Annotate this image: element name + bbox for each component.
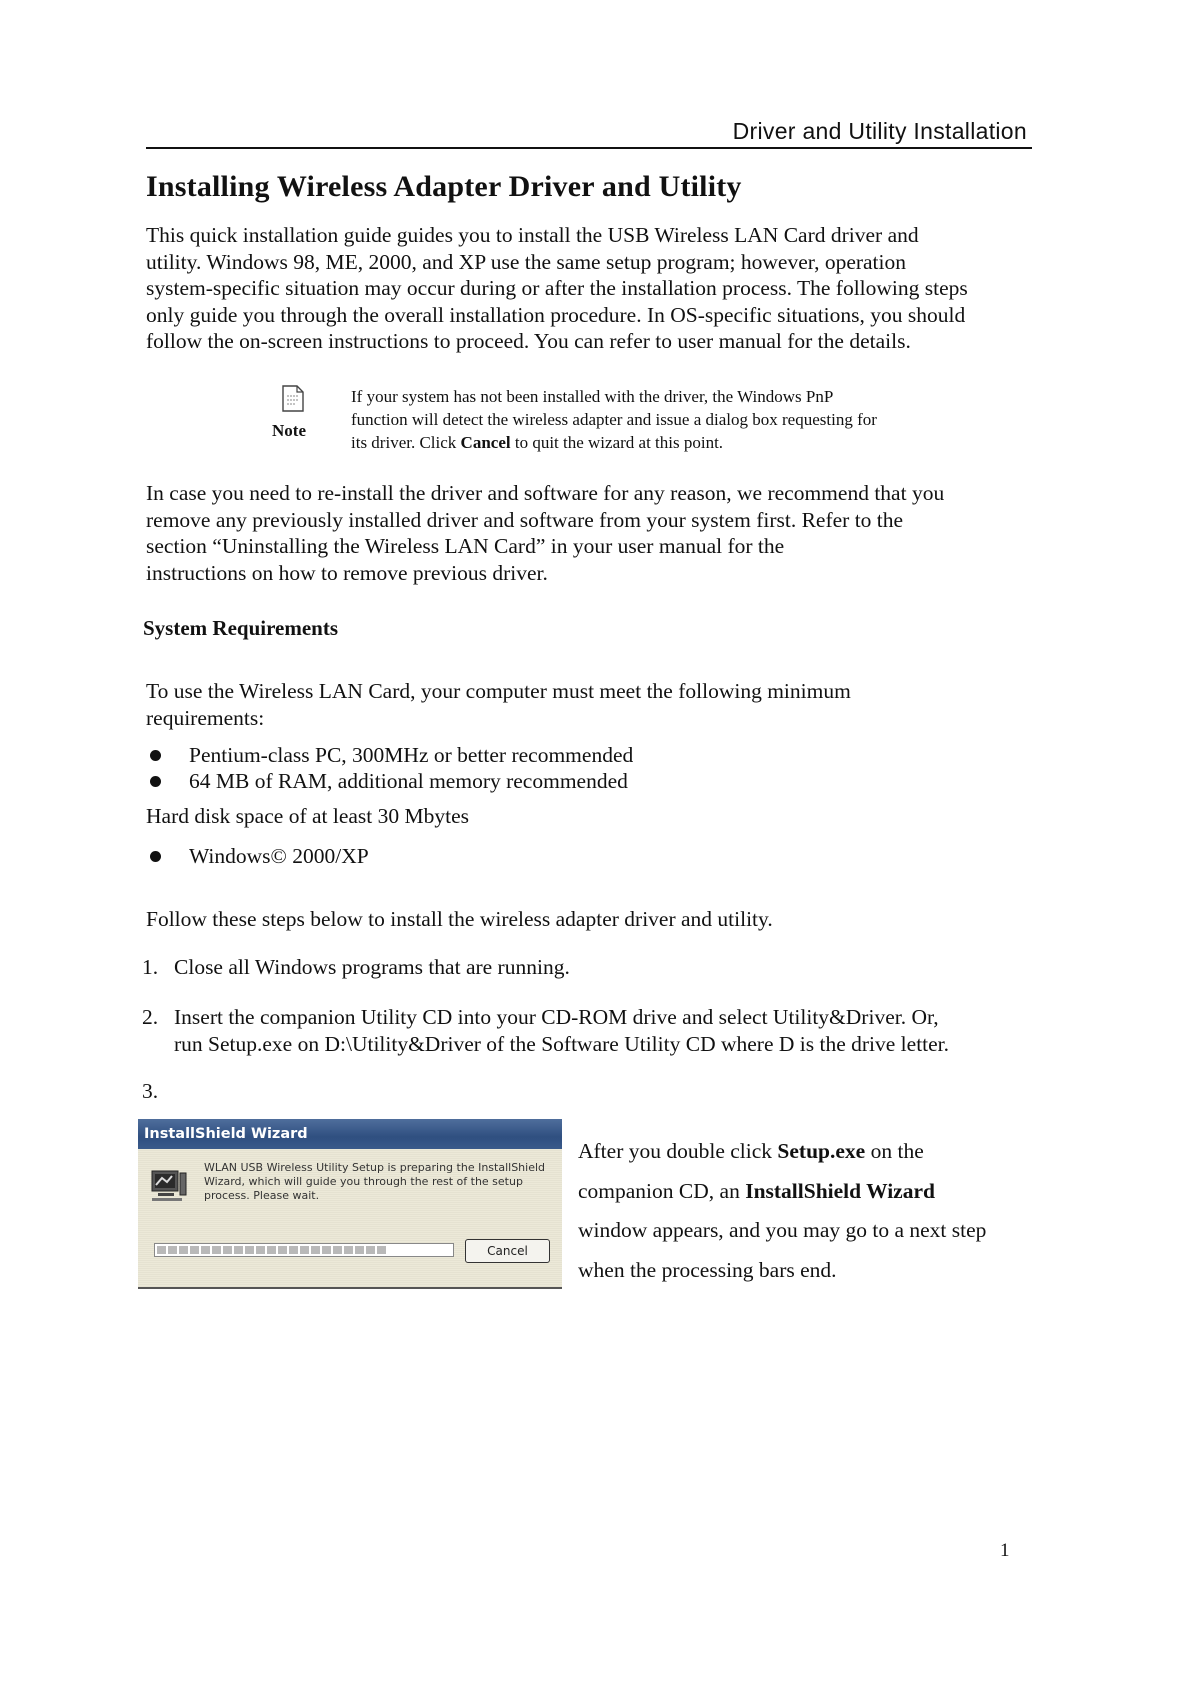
progress-segment [212, 1246, 221, 1254]
step3-text: on the [865, 1139, 924, 1163]
wizard-message [204, 1161, 554, 1203]
progress-segment [333, 1246, 342, 1254]
intro-line: follow the on-screen instructions to proceed. You can refer to user manual for the details. [146, 329, 911, 353]
step-1 [142, 954, 1042, 981]
note-cancel-bold: Cancel [460, 433, 511, 452]
progress-segment [234, 1246, 243, 1254]
progress-segment [377, 1246, 386, 1254]
requirements-intro-line: requirements: [146, 705, 265, 730]
step-text: Close all Windows programs that are running. [174, 955, 570, 979]
requirement-text: Pentium-class PC, 300MHz or better recommended [189, 743, 634, 767]
requirements-intro [146, 678, 1036, 731]
step-text: run Setup.exe on D:\Utility&Driver of the Software Utility CD where D is the drive letter. [174, 1032, 950, 1056]
step-2 [142, 1004, 1042, 1058]
note-icon [282, 385, 304, 412]
cancel-button[interactable]: Cancel [465, 1239, 550, 1263]
installshield-wizard-bold: InstallShield Wizard [745, 1178, 935, 1203]
step3-line [578, 1132, 1018, 1172]
setup-computer-icon [150, 1167, 188, 1203]
note-line: If your system has not been installed with the driver, the Windows PnP [351, 387, 834, 406]
bullet-dot [150, 776, 161, 787]
progress-segment [190, 1246, 199, 1254]
installshield-wizard-dialog [138, 1119, 562, 1289]
progress-segment [311, 1246, 320, 1254]
step3-line: window appears, and you may go to a next step [578, 1218, 987, 1242]
step-number: 3. [142, 1079, 159, 1103]
step3-line [578, 1172, 1018, 1212]
progress-segment [223, 1246, 232, 1254]
progress-segment [278, 1246, 287, 1254]
progress-segment [355, 1246, 364, 1254]
note-line [351, 431, 971, 454]
note-line3-before: its driver. Click [351, 433, 461, 452]
progress-segment [366, 1246, 375, 1254]
step3-text: companion CD, an [578, 1178, 746, 1203]
note-text [351, 385, 971, 454]
progress-segment [300, 1246, 309, 1254]
page-number: 1 [1000, 1540, 1010, 1561]
bullet-dot [150, 750, 161, 761]
progress-segment [344, 1246, 353, 1254]
progress-segment [245, 1246, 254, 1254]
requirement-text: 64 MB of RAM, additional memory recommended [189, 769, 628, 793]
system-requirements-heading: System Requirements [143, 616, 339, 640]
setup-exe-bold: Setup.exe [777, 1139, 866, 1163]
wizard-message-line: WLAN USB Wireless Utility Setup is preparing the InstallShield [204, 1161, 546, 1174]
progress-segment [179, 1246, 188, 1254]
page-title: Installing Wireless Adapter Driver and Utility [146, 170, 742, 203]
requirement-text: Windows© 2000/XP [189, 844, 369, 868]
step-3 [142, 1078, 158, 1105]
wizard-title-bar: InstallShield Wizard [138, 1119, 562, 1149]
progress-segment [201, 1246, 210, 1254]
wizard-message-line: Wizard, which will guide you through the rest of the setup [204, 1175, 523, 1188]
step-number: 1. [142, 955, 159, 979]
reinstall-line: instructions on how to remove previous driver. [146, 560, 548, 585]
requirement-bullet-cpu [150, 742, 633, 769]
requirement-bullet-ram [150, 768, 628, 795]
step-text: Insert the companion Utility CD into your CD-ROM drive and select Utility&Driver. Or, [174, 1005, 939, 1029]
intro-paragraph [146, 222, 1036, 355]
intro-line: utility. Windows 98, ME, 2000, and XP use the same setup program; however, operation [146, 249, 907, 274]
wizard-message-line: process. Please wait. [204, 1189, 320, 1202]
intro-line: only guide you through the overall installation procedure. In OS-specific situations, you should [146, 302, 966, 327]
step3-line: when the processing bars end. [578, 1257, 837, 1282]
header-rule [146, 147, 1032, 149]
reinstall-line: section “Uninstalling the Wireless LAN Card” in your user manual for the [146, 534, 785, 558]
requirement-bullet-os [150, 843, 369, 870]
reinstall-line: remove any previously installed driver and software from your system first. Refer to the [146, 507, 904, 532]
progress-segment [157, 1246, 166, 1254]
step3-description [578, 1132, 1018, 1290]
reinstall-line: In case you need to re-install the driver and software for any reason, we recommend that you [146, 481, 945, 505]
reinstall-paragraph [146, 480, 1036, 586]
running-header: Driver and Utility Installation [732, 118, 1027, 144]
requirements-intro-line: To use the Wireless LAN Card, your computer must meet the following minimum [146, 679, 851, 703]
note-label: Note [272, 421, 306, 440]
bullet-dot [150, 851, 161, 862]
requirement-disk: Hard disk space of at least 30 Mbytes [146, 804, 470, 828]
steps-intro: Follow these steps below to install the wireless adapter driver and utility. [146, 907, 773, 931]
progress-segment [322, 1246, 331, 1254]
progress-segment [289, 1246, 298, 1254]
progress-segment [168, 1246, 177, 1254]
note-line: function will detect the wireless adapter and issue a dialog box requesting for [351, 410, 877, 429]
progress-bar [154, 1243, 454, 1257]
intro-line: This quick installation guide guides you to install the USB Wireless LAN Card driver and [146, 223, 919, 247]
intro-line: system-specific situation may occur during or after the installation process. The following steps [146, 276, 968, 300]
step3-text: After you double click [578, 1139, 778, 1163]
progress-segment [256, 1246, 265, 1254]
progress-segment [267, 1246, 276, 1254]
note-line3-after: to quit the wizard at this point. [510, 433, 724, 452]
step-number: 2. [142, 1005, 159, 1029]
